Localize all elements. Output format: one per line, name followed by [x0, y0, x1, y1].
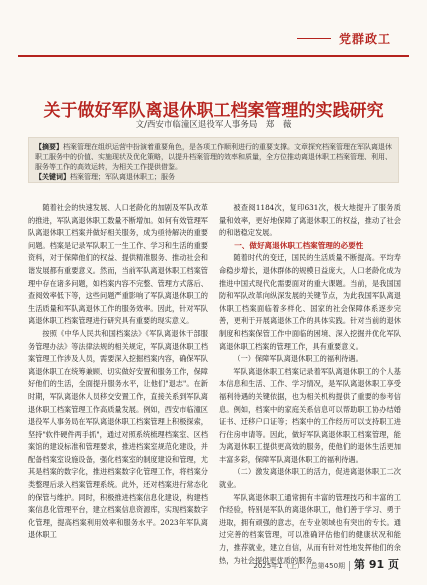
- body-paragraph: 军队离退休职工通常拥有丰富的管理技巧和丰富的工作经验，特别是军队的离退休职工，他们善于学习、勇于进取，拥有顽强的意志，在专业领域也有突出的专长。通过完善的档案管理，可以准确评估他们的健康状况和能力，推荐就业，建立自信，从而有针对性地发挥他们的余热，为社会提供更优质的服务。: [219, 492, 401, 565]
- body-paragraph: 随着时代的变迁，国民的生活质量不断提高。平均寿命稳步增长，退休群体的规模日益庞大，人口老龄化成为推进中国式现代化需要面对的重大课题。当前，是我国国防和军队改革向纵深发展的关键节点，为此我国军队离退休职工档案面临着多样化、国家的社会保障体系逐步完善，更利于开展离退休工作的具体实践。针对当前的退休制度和档案保管工作中面临的困境、深入挖掘并优化军队离退休职工档案的管理工作，具有重要意义。: [219, 253, 401, 351]
- page-footer: [253, 556, 399, 572]
- abstract-paragraph: [35, 142, 392, 172]
- section-tag-line: [297, 38, 331, 39]
- keywords-label: 【关键词】: [35, 173, 70, 181]
- keywords-text: 档案管理；军队离退休职工；服务: [70, 173, 175, 181]
- abstract-label: 【摘要】: [35, 143, 63, 151]
- subsection-heading: （一）保障军队离退休职工的福利待遇。: [233, 354, 363, 364]
- body-paragraph: 被查阅1184次，复印631次，极大地提升了服务质量和效率，更好地保障了离退休职工的权益，推动了社会的和谐稳定发展。: [219, 203, 401, 238]
- page-number: 第 91 页: [354, 558, 399, 571]
- article-author: 文/西安市临潼区退役军人事务局 郑 薇: [135, 120, 292, 130]
- body-paragraph: 军队离退休职工档案记录着军队离退休职工的个人基本信息和生活、工作、学习情况，是军队离退休职工享受福利待遇的关键依据，也为相关机构提供了重要的参考信息。例如，档案中的家庭关系信息可以帮助职工协办结婚证书、迁移户口证等；档案中的工作经历可以支持职工进行住房申请等。因此，做好军队离退休职工档案管理，能为离退休职工提供更高效的服务，使他们的退休生活更加丰富多彩，保障军队离退休职工的福利待遇。: [219, 366, 401, 464]
- abstract-box: [28, 137, 399, 183]
- header-rule: [18, 55, 409, 57]
- left-column: [28, 202, 208, 542]
- right-column: [219, 202, 401, 567]
- article-title: 关于做好军队离退休职工档案管理的实践研究: [43, 101, 384, 121]
- body-paragraph: 按照《中华人民共和国档案法》《军队离退休干部服务管理办法》等法律法规的相关规定，军队离退休职工档案管理工作涉及人员，需要深入挖掘档案内容，确保军队离退休职工在统筹兼顾、切实做好安置和服务工作，保障好他们的生活，全面提升服务水平，让他们"退志"。在新时期，军队离退休人员移交安置工作，直接关系到军队离退休职工档案管理工作高质量发展。例如，西安市临潼区退役军人事务局在军队离退休职工档案管理上积极探索，坚持"软件硬件两手抓"，通过对照系统梳理档案室、区档案馆的建设标准和管理要求，推进档案室规范化建设，并配备档案室设施设备，强化档案室的制度建设和管理，尤其是档案的数字化，推进档案数字化管理工作，将档案分类整理后录入档案管理系统。此外，还对档案进行常态化的保管与维护。同时，积极推进档案信息化建设，构建档案信息化管理平台，建立档案信息资源库，实现档案数字化管理，提高档案利用效率和服务水平。2023年军队离退休职工: [28, 328, 208, 540]
- section-heading: 一、做好离退休职工档案管理的必要性: [234, 240, 364, 250]
- section-tag: [339, 30, 391, 47]
- footer-divider: [349, 561, 350, 571]
- issue-info: 2025年1（上）｜总第450期: [253, 562, 346, 570]
- abstract-text: 档案管理在组织运营中扮演着重要角色，是各项工作顺利进行的重要支撑。文章探究档案管理在军队离退休职工服务中的价值、实施现状及优化策略，以提升档案管理的效率和质量，全方位推动离退休职工档案管理、利用、服务等工作的高效运转，为相关工作提供借鉴。: [35, 143, 392, 171]
- subsection-heading: （二）激发离退休职工的活力，促进离退休职工二次就业。: [219, 467, 401, 490]
- keywords-line: [35, 172, 392, 182]
- section-tag-label: 党群政工: [338, 32, 391, 46]
- body-paragraph: 随着社会的快速发展、人口老龄化的加剧及军队改革的推进，军队离退休职工数量不断增加。如何有效管理军队离退休职工档案并做好相关服务，成为亟待解决的重要问题。档案是记录军队职工一生工作、学习和生活的重要资料，对于保障他们的权益、提供精准服务、推动社会和谐发展都有重要意义。然而，当前军队离退休职工档案管理中存在诸多问题，如档案内容不完整、管理方式落后、查阅效率低下等，这些问题严重影响了军队离退休职工的生活质量和军队离退休工作的服务效率。因此，针对军队离退休职工档案管理进行研究具有重要的现实意义。: [28, 203, 208, 326]
